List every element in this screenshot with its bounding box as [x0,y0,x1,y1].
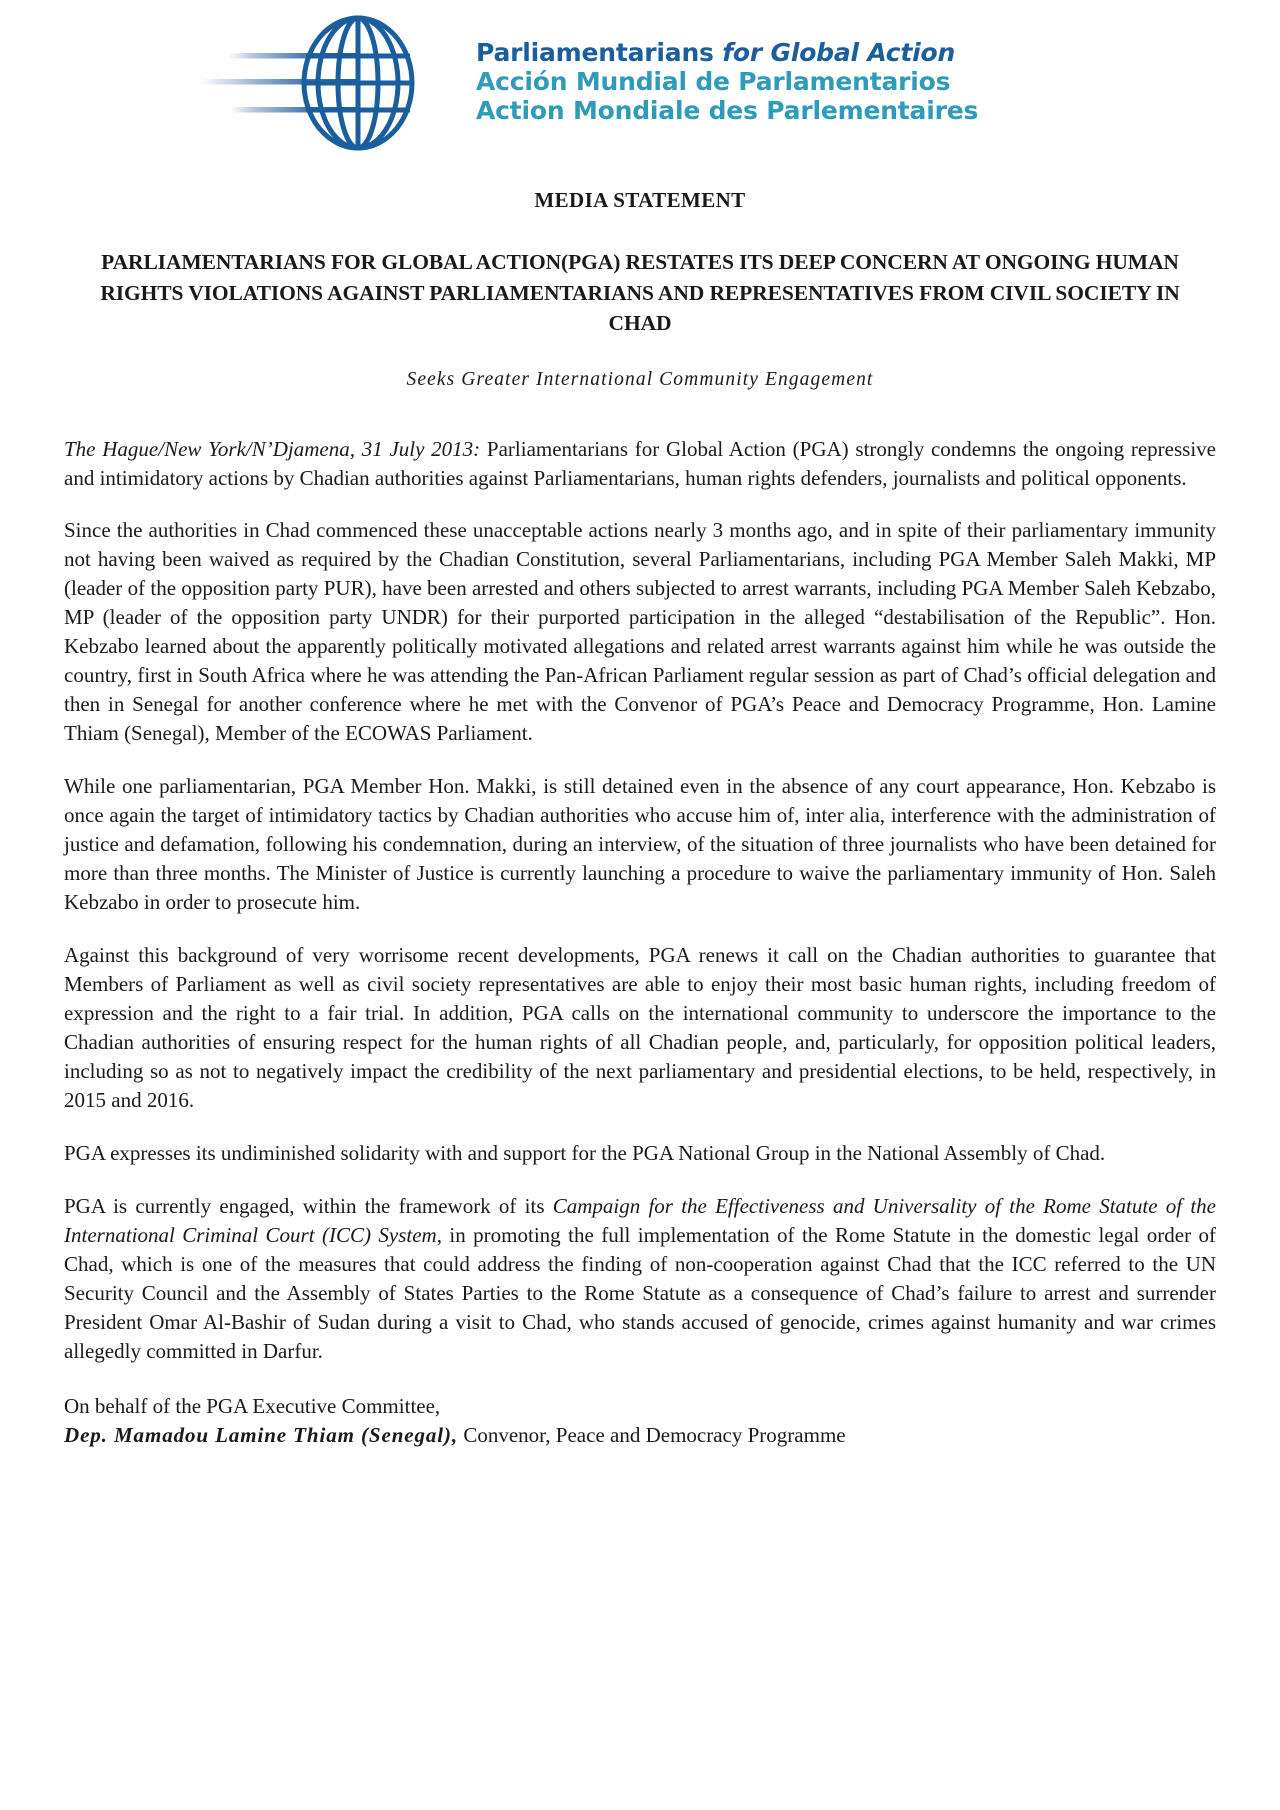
wordmark-line1-plain: Parliamentarians [476,38,723,67]
letterhead [0,0,1280,150]
wordmark-line1-italic: for Global Action [722,38,956,67]
signature-block [64,1392,1216,1450]
pga-globe-logo [190,13,470,153]
paragraph-6 [64,1192,1216,1366]
document-body [0,188,1280,1510]
signature-line-2 [64,1421,1216,1450]
wordmark-line-english [476,39,978,67]
paragraph-6-text-after: , in promoting the full implementation of the Rome Statute in the domestic legal order of Chad, which is one of the measures that could address the finding of non-cooperation against Chad that the ICC referred to the UN Security Council and the Assembly of States Parties to the Rome Statute as a consequence of Chad’s failure to arrest and surrender President Omar Al-Bashir of Sudan during a visit to Chad, who stands accused of genocide, crimes against humanity and war crimes allegedly committed in Darfur. [64,1222,1216,1363]
signatory-role: Convenor, Peace and Democracy Programme [458,1422,846,1447]
document-subtitle: Seeks Greater International Community Engagement [406,368,874,390]
paragraph-4: Against this background of very worrisome recent developments, PGA renews it call on the Chadian authorities to guarantee that Members of Parliament as well as civil society representatives are able to enjoy their most basic human rights, including freedom of expression and the right to a fair trial. In addition, PGA calls on the international community to underscore the importance to the Chadian authorities of ensuring respect for the human rights of all Chadian people, and, particularly, for opposition political leaders, including so as not to negatively impact the credibility of the next parliamentary and presidential elections, to be held, respectively, in 2015 and 2016. [64,943,1216,1112]
signatory-name: Dep. Mamadou Lamine Thiam (Senegal), [64,1422,459,1447]
paragraph-2: Since the authorities in Chad commenced these unacceptable actions nearly 3 months ago, and in spite of their parliamentary immunity not having been waived as required by the Chadian Constitution, several Parliamentarians, including PGA Member Saleh Makki, MP (leader of the opposition party PUR), have been arrested and others subjected to arrest warrants, including PGA Member Saleh Kebzabo, MP (leader of the opposition party UNDR) for their purported participation in the alleged “destabilisation of the Republic”. Hon. Kebzabo learned about the apparently politically motivated allegations and related arrest warrants against him while he was outside the country, first in South Africa where he was attending the Pan-African Parliament regular session as part of Chad’s official delegation and then in Senegal for another conference where he met with the Convenor of PGA’s Peace and Democracy Programme, Hon. Lamine Thiam (Senegal), Member of the ECOWAS Parliament. [64,518,1216,746]
paragraph-5: PGA expresses its undiminished solidarity with and support for the PGA National Group in the National Assembly of Chad. [64,1140,1106,1165]
paragraph-6-text-before: PGA is currently engaged, within the framework of its [64,1193,553,1218]
dateline: The Hague/New York/N’Djamena, 31 July 2013: [64,436,481,461]
pga-wordmark [476,39,978,127]
signature-line-1: On behalf of the PGA Executive Committee, [64,1393,441,1418]
paragraph-3: While one parliamentarian, PGA Member Hon. Makki, is still detained even in the absence of any court appearance, Hon. Kebzabo is once again the target of intimidatory tactics by Chadian authorities who accuse him of, inter alia, interference with the administration of justice and defamation, following his condemnation, during an interview, of the situation of three journalists who have been detained for more than three months. The Minister of Justice is currently launching a procedure to waive the parliamentary immunity of Hon. Saleh Kebzabo in order to prosecute him. [64,774,1216,915]
paragraph-1 [64,435,1216,493]
globe-with-speed-lines-icon [190,13,470,153]
campaign-title: Campaign for the Effectiveness and Universality of the Rome Statute of the International Criminal Court (ICC) System [64,1193,1216,1247]
wordmark-line-spanish: Acción Mundial de Parlamentarios [476,67,951,96]
document-kicker: MEDIA STATEMENT [534,188,746,212]
paragraph-1-text: Parliamentarians for Global Action (PGA) strongly condemns the ongoing repressive and intimidatory actions by Chadian authorities against Parliamentarians, human rights defenders, journalists and political opponents. [64,436,1216,490]
page-title: PARLIAMENTARIANS FOR GLOBAL ACTION(PGA) RESTATES ITS DEEP CONCERN AT ONGOING HUMAN RIGHTS VIOLATIONS AGAINST PARLIAMENTARIANS AND REPRESENTATIVES FROM CIVIL SOCIETY IN CHAD [100,250,1180,336]
wordmark-line-french: Action Mondiale des Parlementaires [476,96,979,125]
